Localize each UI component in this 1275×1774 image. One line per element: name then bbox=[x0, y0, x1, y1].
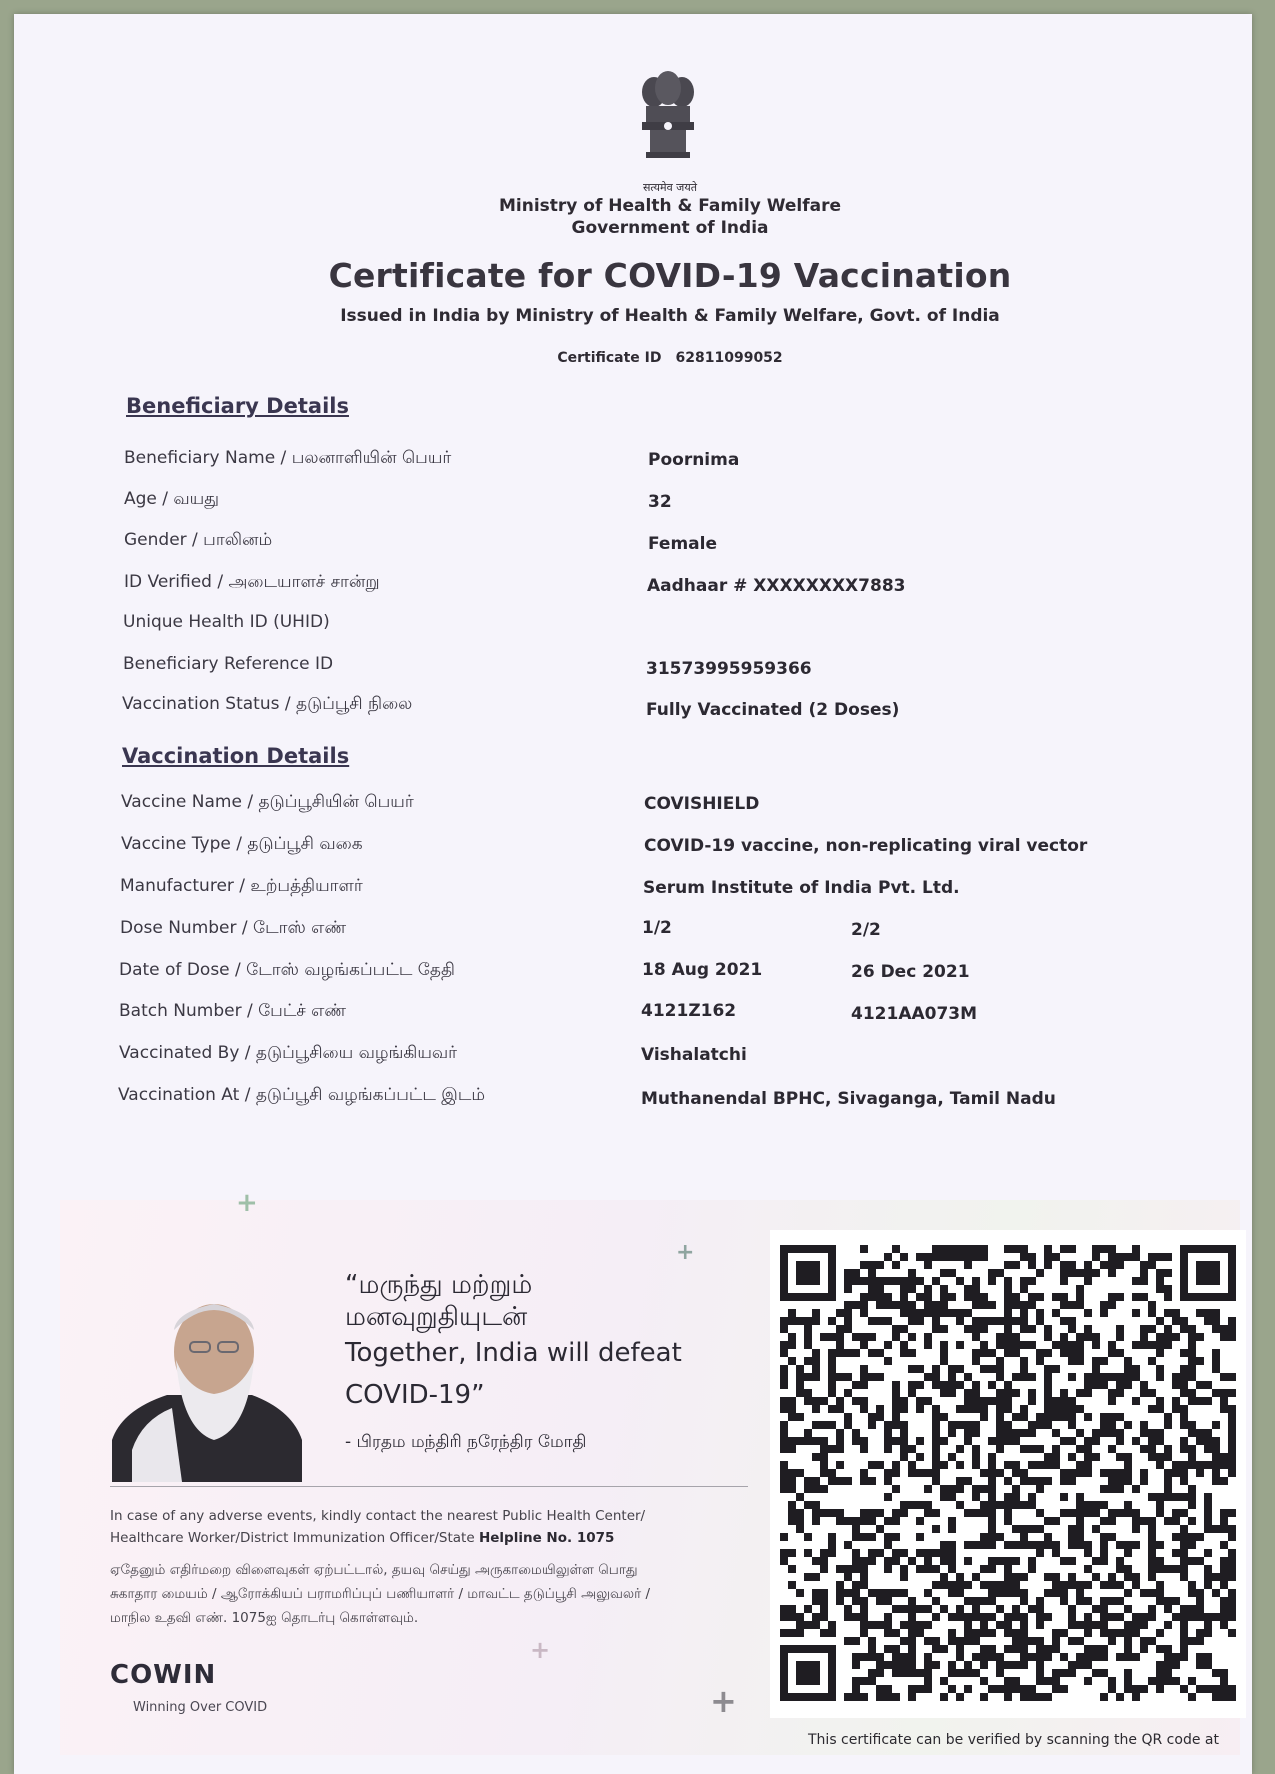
batch-number-value-2: 4121AA073M bbox=[851, 1004, 978, 1024]
vaccination-status-value: Fully Vaccinated (2 Doses) bbox=[646, 700, 900, 720]
vaccine-name-label: Vaccine Name / தடுப்பூசியின் பெயர் bbox=[121, 792, 414, 812]
issued-by: Issued in India by Ministry of Health & Family Welfare, Govt. of India bbox=[340, 306, 1000, 326]
batch-number-label: Batch Number / பேட்ச் எண் bbox=[119, 1001, 347, 1021]
quote-attribution: - பிரதம மந்திரி நரேந்திர மோதி bbox=[345, 1432, 587, 1452]
tamil-note-line-1: ஏதேனும் எதிர்மறை விளைவுகள் ஏற்பட்டால், தயவு செய்து அருகாமையிலுள்ள பொது bbox=[110, 1562, 638, 1578]
plus-decoration-icon: + bbox=[530, 1636, 551, 1664]
vaccine-type-label: Vaccine Type / தடுப்பூசி வகை bbox=[121, 834, 363, 854]
qr-modules bbox=[780, 1245, 1236, 1701]
emblem-motto: सत्यमेव जयते bbox=[642, 181, 697, 194]
age-label: Age / வயது bbox=[124, 489, 220, 509]
beneficiary-name-label: Beneficiary Name / பலனாளியின் பெயர் bbox=[124, 448, 452, 468]
plus-decoration-icon: + bbox=[676, 1240, 695, 1265]
dose-number-value-1: 1/2 bbox=[642, 918, 672, 938]
vaccine-name-value: COVISHIELD bbox=[644, 794, 760, 814]
gender-value: Female bbox=[648, 534, 717, 554]
page-title: Certificate for COVID-19 Vaccination bbox=[328, 256, 1012, 295]
vaccinated-by-label: Vaccinated By / தடுப்பூசியை வழங்கியவர் bbox=[119, 1043, 458, 1063]
batch-number-value-1: 4121Z162 bbox=[641, 1001, 737, 1021]
adverse-events-note-line-1: In case of any adverse events, kindly contact the nearest Public Health Center/ bbox=[110, 1508, 646, 1524]
date-of-dose-label: Date of Dose / டோஸ் வழங்கப்பட்ட தேதி bbox=[119, 960, 455, 980]
date-of-dose-value-2: 26 Dec 2021 bbox=[851, 962, 970, 982]
beneficiary-heading: Beneficiary Details bbox=[126, 394, 349, 418]
beneficiary-name-value: Poornima bbox=[648, 450, 740, 470]
tamil-note-line-3: மாநில உதவி எண். 1075ஐ தொடர்பு கொள்ளவும். bbox=[110, 1610, 419, 1626]
vaccinated-by-value: Vishalatchi bbox=[641, 1045, 747, 1065]
quote-line-2: மனவுறுதியுடன் bbox=[345, 1302, 528, 1332]
divider bbox=[110, 1486, 748, 1487]
age-value: 32 bbox=[648, 492, 672, 512]
dose-number-label: Dose Number / டோஸ் எண் bbox=[120, 918, 347, 938]
adverse-events-note-text: Healthcare Worker/District Immunization Officer/State bbox=[110, 1530, 479, 1546]
certificate-id bbox=[0, 350, 1275, 366]
certificate-id-value: 62811099052 bbox=[675, 350, 783, 366]
beneficiary-reference-label: Beneficiary Reference ID bbox=[123, 654, 334, 674]
vaccination-status-label: Vaccination Status / தடுப்பூசி நிலை bbox=[122, 694, 413, 714]
plus-decoration-icon: + bbox=[710, 1682, 737, 1720]
vaccination-at-label: Vaccination At / தடுப்பூசி வழங்கப்பட்ட இடம் bbox=[118, 1085, 486, 1105]
quote-line-4: COVID-19” bbox=[345, 1380, 485, 1410]
national-emblem-icon bbox=[632, 70, 704, 190]
id-verified-value: Aadhaar # XXXXXXXX7883 bbox=[647, 576, 906, 596]
beneficiary-reference-value: 31573995959366 bbox=[646, 659, 812, 679]
portrait-image bbox=[112, 1290, 302, 1482]
certificate-id-label: Certificate ID bbox=[557, 350, 662, 366]
quote-line-3: Together, India will defeat bbox=[345, 1338, 682, 1368]
ministry-name: Ministry of Health & Family Welfare bbox=[499, 196, 841, 216]
dose-number-value-2: 2/2 bbox=[851, 920, 881, 940]
manufacturer-value: Serum Institute of India Pvt. Ltd. bbox=[643, 878, 960, 898]
cowin-logo: COWIN bbox=[110, 1660, 217, 1690]
manufacturer-label: Manufacturer / உற்பத்தியாளர் bbox=[120, 876, 363, 896]
qr-code-icon[interactable] bbox=[780, 1245, 1236, 1701]
adverse-events-note-line-2 bbox=[110, 1530, 614, 1546]
vaccine-type-value: COVID-19 vaccine, non-replicating viral vector bbox=[644, 836, 1088, 856]
quote-line-1: “மருந்து மற்றும் bbox=[345, 1270, 533, 1300]
tamil-note-line-2: சுகாதார மையம் / ஆரோக்கியப் பராமரிப்புப் பணியாளர் / மாவட்ட தடுப்பூசி அலுவலர் / bbox=[110, 1586, 651, 1602]
id-verified-label: ID Verified / அடையாளச் சான்று bbox=[124, 572, 380, 592]
cowin-tagline: Winning Over COVID bbox=[133, 1700, 268, 1715]
government-name: Government of India bbox=[571, 218, 769, 238]
helpline-number: Helpline No. 1075 bbox=[478, 1530, 615, 1546]
date-of-dose-value-1: 18 Aug 2021 bbox=[642, 960, 763, 980]
vaccination-heading: Vaccination Details bbox=[122, 744, 350, 768]
uhid-label: Unique Health ID (UHID) bbox=[123, 612, 330, 632]
gender-label: Gender / பாலினம் bbox=[124, 530, 273, 550]
plus-decoration-icon: + bbox=[236, 1188, 258, 1218]
verify-note: This certificate can be verified by scanning the QR code at bbox=[808, 1732, 1219, 1748]
vaccination-at-value: Muthanendal BPHC, Sivaganga, Tamil Nadu bbox=[641, 1089, 1056, 1109]
